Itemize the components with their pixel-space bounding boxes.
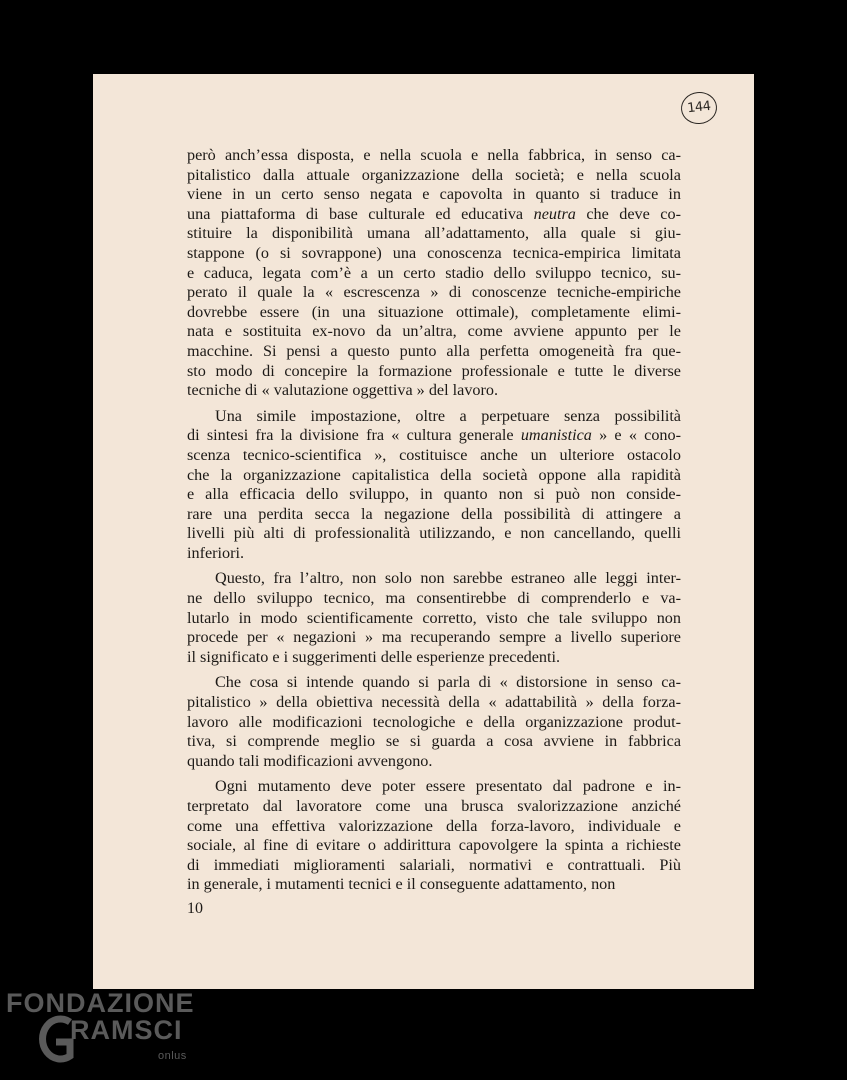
text-line: pitalistico » della obiettiva necessità della « adattabilità » della forza- [187,693,681,712]
text-line: viene in un certo senso negata e capovolta in quanto si traduce in [187,185,681,204]
text-line: nata e sostituita ex-novo da un’altra, come avviene appunto per le [187,322,681,341]
page-number: 10 [187,900,203,917]
paragraph [187,569,681,667]
text-line: però anch’essa disposta, e nella scuola e nella fabbrica, in senso ca- [187,146,681,164]
text-line: dovrebbe essere (in una situazione ottimale), completamente elimi- [187,302,681,321]
text-line: stituire la disponibilità umana all’adattamento, alla quale si giu- [187,224,681,243]
text-line: e alla efficacia dello sviluppo, in quanto non si può non conside- [187,485,681,504]
text-line: e caduca, legata com’è a un certo stadio dello sviluppo tecnico, su- [187,263,681,282]
text-line: come una effettiva valorizzazione della forza-lavoro, individuale e [187,816,681,835]
body-text [187,146,681,895]
fondazione-gramsci-logo [6,988,216,1076]
text-line: procede per « negazioni » ma recuperando sempre a livello superiore [187,628,681,647]
archive-page-stamp: 144 [679,90,718,126]
text-line: Una simile impostazione, oltre a perpetuare senza possibilità [215,406,681,425]
text-line: lavoro alle modificazioni tecnologiche e della organizzazione produt- [187,712,681,731]
text-line: macchine. Si pensi a questo punto alla perfetta omogeneità fra que- [187,341,681,360]
text-line: di sintesi fra la divisione fra « cultura generale umanistica » e « cono- [187,426,681,445]
text-line: tiva, si comprende meglio se si guarda a cosa avviene in fabbrica [187,732,681,751]
italic-term: neutra [533,204,576,223]
text-line: perato il quale la « escrescenza » di conoscenze tecniche-empiriche [187,283,681,302]
text-line: tecniche di « valutazione oggettiva » del lavoro. [187,381,499,400]
text-line: pitalistico dalla attuale organizzazione della società; e nella scuola [187,165,681,184]
text-line: rare una perdita secca la negazione della possibilità di attingere a [187,504,681,523]
text-line: il significato e i suggerimenti delle esperienze precedenti. [187,647,561,666]
text-line: inferiori. [187,543,245,562]
text-line: in generale, i mutamenti tecnici e il conseguente adattamento, non [187,875,616,894]
text-line: stappone (o si sovrappone) una conoscenza tecnica-empirica limitata [187,243,681,262]
text-line: Ogni mutamento deve poter essere presentato dal padrone e in- [215,777,681,796]
scanned-page [93,74,754,989]
text-line: terpretato dal lavoratore come una brusca svalorizzazione anziché [187,797,681,815]
text-line: Che cosa si intende quando si parla di « distorsione in senso ca- [215,673,681,692]
paragraph [187,146,681,401]
paragraph [187,407,681,564]
text-line: Questo, fra l’altro, non solo non sarebbe estraneo alle leggi inter- [215,569,681,588]
text-line: scenza tecnico-scientifica », costituisce anche un ulteriore ostacolo [187,445,681,464]
text-line: di immediati miglioramenti salariali, normativi e contrattuali. Più [187,855,681,874]
logo-line-gramsci: RAMSCI [70,1015,183,1045]
text-line: sociale, al fine di evitare o addirittura capovolgere la spinta a richieste [187,836,681,855]
text-line: lutarlo in modo scientificamente corretto, visto che tale sviluppo non [187,608,681,627]
text-line: sto modo di concepire la formazione professionale e tutte le diverse [187,361,681,380]
italic-term: umanistica [520,426,592,445]
text-line: quando tali modificazioni avvengono. [187,751,433,770]
paragraph [187,777,681,895]
text-line: livelli più alti di professionalità utilizzando, e non cancellando, quelli [187,524,681,543]
paragraph [187,673,681,771]
logo-onlus: onlus [158,1050,187,1062]
logo-line-fondazione: FONDAZIONE [6,988,195,1018]
text-line: ne dello sviluppo tecnico, ma consentirebbe di comprenderlo e va- [187,589,681,608]
text-line: che la organizzazione capitalistica della società oppone alla rapidità [187,465,681,484]
text-line: una piattaforma di base culturale ed educativa neutra che deve co- [187,204,681,223]
